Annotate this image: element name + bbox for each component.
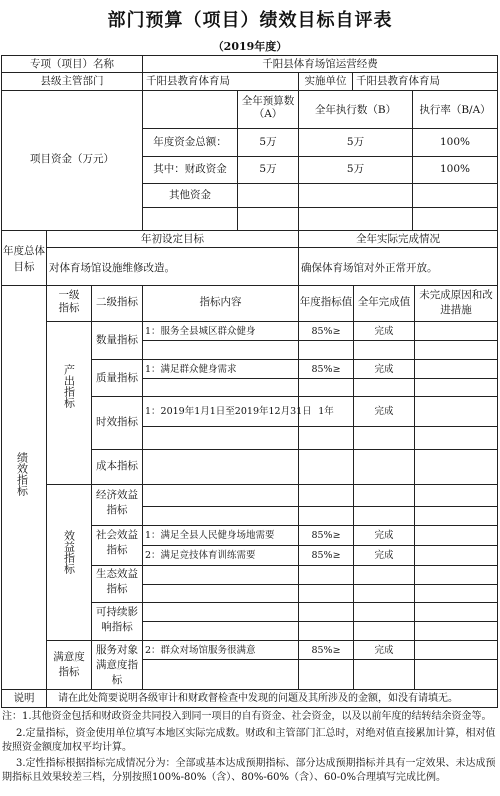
social2-target: 85%≥ bbox=[311, 550, 341, 561]
fiscal-budget-value: 5万 bbox=[259, 163, 277, 175]
quality-target: 85%≥ bbox=[311, 364, 341, 375]
qty-target: 85%≥ bbox=[311, 326, 341, 337]
note-3: 3.定性指标根据指标完成情况分为：全部或基本达成预期指标、部分达成预期指标并具有一定效果、未达成预期指标且效果较差三档，分别按照100%-80%（含）、80%-60%（含）、60-0%合理填写完成比例。 bbox=[2, 758, 496, 783]
page-title: 部门预算（项目）绩效目标自评表 bbox=[107, 10, 393, 31]
quality-done: 完成 bbox=[374, 364, 394, 375]
exec-rate-header: 执行率（B/A） bbox=[419, 104, 491, 116]
quality-indicator-label: 质量指标 bbox=[96, 372, 138, 384]
level2-header: 二级指标 bbox=[96, 296, 138, 308]
sat-done: 完成 bbox=[374, 645, 394, 656]
indicator-content-header: 指标内容 bbox=[199, 296, 242, 308]
social2-done: 完成 bbox=[374, 550, 394, 561]
project-name-value: 千阳县体育场馆运营经费 bbox=[262, 58, 378, 70]
fiscal-funds-label: 其中：财政资金 bbox=[153, 163, 227, 175]
initial-goal-value: 对体育场馆设施维修改造。 bbox=[49, 262, 175, 274]
sat-target: 85%≥ bbox=[311, 645, 341, 656]
actual-done-value: 确保体育场馆对外正常开放。 bbox=[301, 262, 438, 274]
quality-content: 1：满足群众健身需求 bbox=[145, 364, 237, 375]
social-indicator-label: 社会效益指标 bbox=[96, 529, 138, 556]
time-content: 1：2019年1月1日至2019年12月31日 bbox=[145, 406, 312, 417]
note-1: 注：1.其他资金包括和财政资金共同投入到同一项目的自有资金、社会资金，以及以前年度的结转结余资金等。 bbox=[2, 711, 492, 722]
timeliness-indicator-label: 时效指标 bbox=[96, 416, 138, 428]
social1-target: 85%≥ bbox=[311, 530, 341, 541]
reasons-header: 未完成原因和改进措施 bbox=[419, 289, 493, 316]
benefit-indicator-label bbox=[57, 530, 81, 578]
remark-text: 请在此处简要说明各级审计和财政督检查中发现的问题及其所涉及的金额，如没有请填无。 bbox=[58, 693, 458, 704]
qty-content: 1：服务全县城区群众健身 bbox=[145, 326, 256, 337]
impl-unit-value: 千阳县教育体育局 bbox=[356, 75, 440, 87]
dept-label: 县级主管部门 bbox=[40, 75, 104, 87]
total-exec-value: 5万 bbox=[346, 136, 365, 148]
social2-content: 2：满足竞技体育训练需要 bbox=[145, 550, 256, 561]
eco-indicator-label: 生态效益指标 bbox=[96, 568, 138, 595]
fiscal-exec-value: 5万 bbox=[346, 163, 365, 175]
overall-goal-label: 年度总体目标 bbox=[3, 245, 45, 273]
benefit-indicator-text: 效益指标 bbox=[62, 530, 76, 574]
qty-indicator-label: 数量指标 bbox=[96, 334, 138, 346]
service-sat-indicator-label: 服务对象满意度指标 bbox=[96, 644, 138, 686]
other-funds-label: 其他资金 bbox=[169, 189, 211, 201]
initial-goal-header: 年初设定目标 bbox=[141, 233, 204, 245]
economic-indicator-label: 经济效益指标 bbox=[96, 489, 138, 516]
sustain-indicator-label: 可持续影响指标 bbox=[96, 606, 138, 633]
annual-budget-header: 全年预算数（A） bbox=[241, 95, 295, 120]
annual-done-header: 全年完成值 bbox=[357, 296, 411, 308]
fiscal-rate-value: 100% bbox=[439, 163, 471, 175]
satisfaction-indicator-label: 满意度指标 bbox=[53, 651, 85, 678]
project-name-label: 专项（项目）名称 bbox=[30, 58, 114, 70]
total-rate-value: 100% bbox=[439, 136, 471, 148]
cost-indicator-label: 成本指标 bbox=[96, 460, 138, 472]
remark-label: 说明 bbox=[13, 692, 35, 704]
annual-exec-header: 全年执行数（B） bbox=[314, 104, 397, 116]
dept-value: 千阳县教育体育局 bbox=[146, 75, 230, 87]
level1-header: 一级指标 bbox=[58, 289, 80, 314]
output-indicator-text: 产出指标 bbox=[62, 364, 76, 408]
annual-target-header: 年度指标值 bbox=[299, 296, 353, 308]
qty-done: 完成 bbox=[374, 326, 394, 337]
time-target: 1年 bbox=[318, 406, 334, 417]
sat-content: 2：群众对场馆服务很满意 bbox=[145, 645, 256, 656]
page-subtitle: （2019年度） bbox=[212, 40, 288, 53]
impl-unit-label: 实施单位 bbox=[304, 75, 347, 87]
time-done: 完成 bbox=[374, 406, 394, 417]
perf-indicators-label bbox=[10, 452, 34, 500]
actual-done-header: 全年实际完成情况 bbox=[356, 233, 440, 245]
total-budget-value: 5万 bbox=[259, 136, 277, 148]
perf-indicators-text: 绩效指标 bbox=[15, 452, 29, 496]
social1-done: 完成 bbox=[374, 530, 394, 541]
output-indicator-label bbox=[57, 364, 81, 412]
funds-label: 项目资金（万元） bbox=[30, 153, 114, 165]
social1-content: 1：满足全县人民健身场地需要 bbox=[145, 530, 275, 541]
total-funds-label: 年度资金总额： bbox=[153, 136, 227, 148]
note-2: 2.定量指标，资金使用单位填写本地区实际完成数。财政和主管部门汇总时，对绝对值直接累加计算，相对值按照资金额度加权平均计算。 bbox=[2, 728, 496, 753]
